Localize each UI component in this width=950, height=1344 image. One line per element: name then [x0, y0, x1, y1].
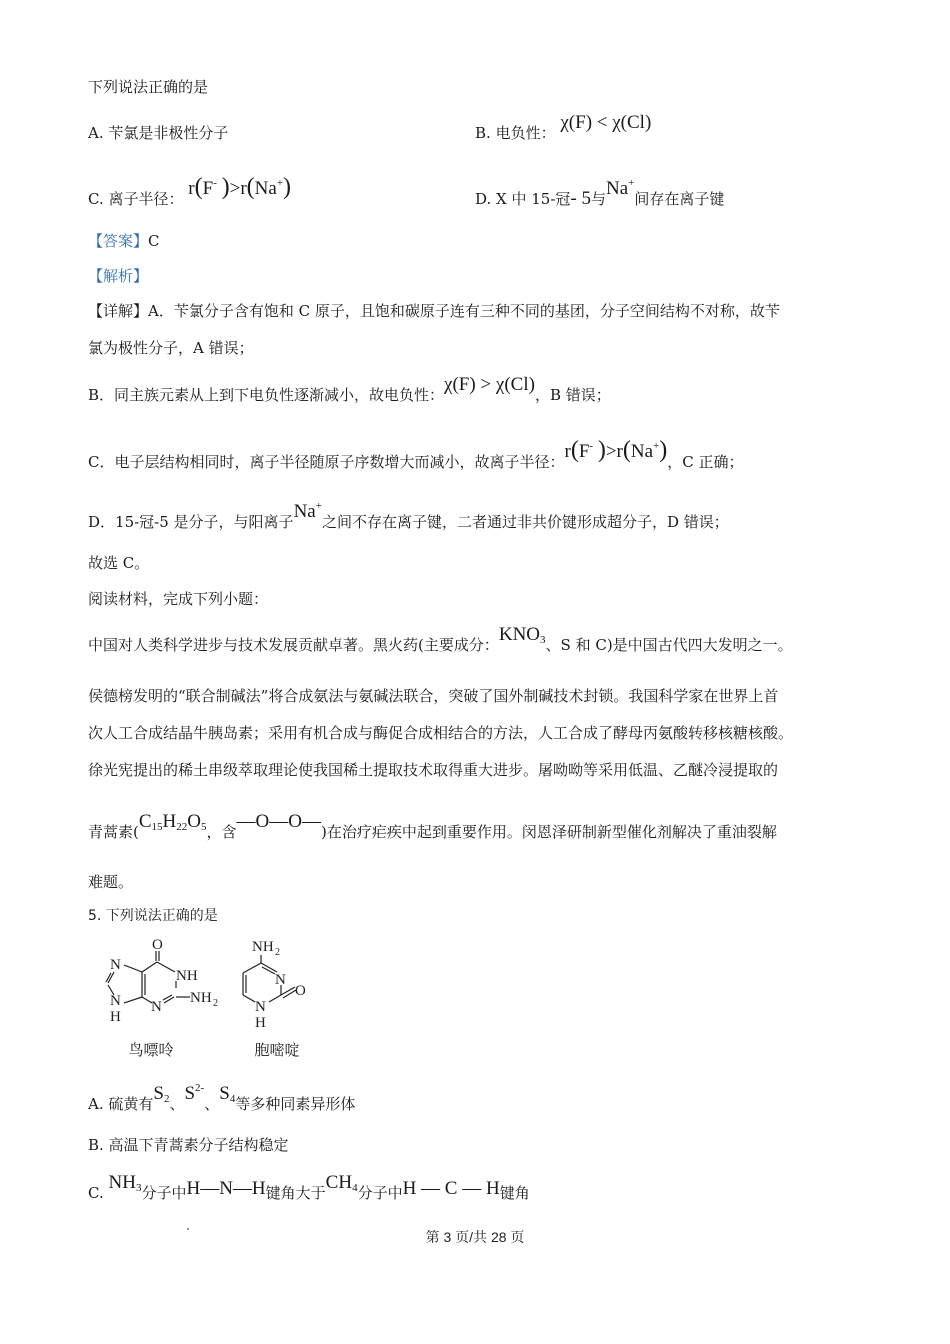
- formula-s2minus: $S^{2-}$: [184, 1082, 205, 1104]
- reading-intro: 阅读材料，完成下列小题：: [88, 590, 269, 608]
- detail-label: 【详解】: [88, 302, 149, 320]
- analysis-label: 【解析】: [88, 267, 149, 285]
- reading-p6: 难题。: [88, 873, 134, 891]
- option-c: [88, 174, 292, 209]
- option-text: 分子中: [141, 1184, 187, 1202]
- reading-p3: 次人工合成结晶牛胰岛素；采用有机合成与酶促合成相结合的方法，人工合成了酵母丙氨酸转移核糖核酸。: [88, 724, 794, 742]
- cytosine-structure: [237, 935, 317, 1060]
- separator: 、: [169, 1095, 185, 1113]
- detail-c: [88, 437, 744, 472]
- option-text: A. 硫黄有: [88, 1095, 154, 1113]
- formula-ion-radius: r(F- )>r(Na+): [188, 174, 292, 200]
- answer-line: [88, 231, 160, 251]
- formula-ion-radius-correct: r(F- )>r(Na+): [564, 437, 668, 463]
- formula-dash5: - 5: [570, 188, 591, 209]
- option-d: [475, 177, 725, 209]
- svg-text:2: 2: [275, 947, 280, 958]
- reading-text: 中国对人类科学进步与技术发展贡献卓著。黑火药(主要成分：: [88, 636, 499, 654]
- svg-text:2: 2: [213, 998, 218, 1009]
- reading-text: ，含: [206, 823, 237, 841]
- svg-text:N: N: [275, 972, 286, 988]
- formula-nh3: $NH_3$: [108, 1172, 142, 1194]
- option-text: 电负性：: [495, 124, 556, 142]
- option-text: 键角: [499, 1184, 530, 1202]
- option-label: C.: [88, 190, 104, 208]
- option-label: C.: [88, 1184, 104, 1202]
- option-text: 离子半径：: [108, 190, 184, 208]
- formula-s2: $S_2$: [153, 1083, 170, 1105]
- reading-text: )在治疗疟疾中起到重要作用。闵恩泽研制新型催化剂解决了重油裂解: [320, 823, 777, 841]
- svg-text:H: H: [255, 1015, 266, 1031]
- detail-b: [88, 374, 611, 405]
- page-footer: 第 3 页/共 28 页: [425, 1229, 525, 1245]
- detail-a-line2: 氯为极性分子，A 错误；: [88, 339, 254, 357]
- formula-s4: $S_4$: [219, 1083, 236, 1105]
- svg-text:O: O: [295, 983, 306, 999]
- formula-electronegativity-correct: χ(F) > χ(Cl): [444, 374, 535, 395]
- svg-text:H: H: [110, 1009, 121, 1025]
- formula-hnh: H—N—H: [186, 1178, 266, 1199]
- svg-text:N: N: [110, 957, 121, 973]
- reading-p1: [88, 624, 793, 660]
- reading-p4: 徐光宪提出的稀土串级萃取理论使我国稀土提取技术取得重大进步。屠呦呦等采用低温、乙醚冷浸提取的: [88, 761, 779, 779]
- guanine-structure: [96, 935, 226, 1060]
- option-text: 键角大于: [265, 1184, 326, 1202]
- option-label: A.: [88, 124, 104, 142]
- answer-value: C: [148, 232, 160, 250]
- option-text: 与: [591, 190, 607, 208]
- q5-option-c: [88, 1172, 530, 1208]
- guanine-label: 鸟嘌呤: [128, 1041, 174, 1059]
- option-text: X 中 15-冠: [496, 190, 571, 208]
- svg-text:N: N: [151, 999, 162, 1015]
- option-text: 等多种同素异形体: [235, 1095, 356, 1113]
- conclusion: 故选 C。: [88, 554, 150, 572]
- svg-text:N: N: [255, 999, 266, 1015]
- reading-p5: [88, 811, 777, 847]
- option-a: [88, 123, 228, 143]
- detail-text: ，C 正确；: [667, 453, 744, 471]
- formula-peroxide: —O—O—: [236, 811, 321, 832]
- formula-electronegativity: χ(F) < χ(Cl): [560, 112, 652, 133]
- detail-text: 之间不存在离子键，二者通过非共价键形成超分子，D 错误；: [321, 513, 729, 531]
- reading-text: 青蒿素(: [88, 823, 139, 841]
- option-text: 间存在离子键: [634, 190, 725, 208]
- svg-text:O: O: [152, 937, 163, 953]
- detail-text: B．同主族元素从上到下电负性逐渐减小，故电负性：: [88, 386, 445, 404]
- svg-text:NH: NH: [190, 990, 212, 1006]
- formula-ch4: $CH_4$: [325, 1172, 358, 1194]
- answer-label: 【答案】: [88, 232, 149, 250]
- option-label: B.: [475, 124, 491, 142]
- reading-text: 、S 和 C)是中国古代四大发明之一。: [545, 636, 793, 654]
- formula-na: Na+: [293, 500, 322, 522]
- question5-stem: 5. 下列说法正确的是: [88, 908, 218, 924]
- formula-kno3: $KNO_3$: [498, 624, 546, 646]
- detail-a-line1: [88, 301, 780, 321]
- separator: 、: [204, 1095, 220, 1113]
- question-stem: 下列说法正确的是: [88, 78, 209, 96]
- formula-na: Na+: [606, 177, 635, 199]
- option-text: 苄氯是非极性分子: [108, 124, 229, 142]
- q5-option-a: [88, 1082, 356, 1119]
- cytosine-diagram: [237, 935, 317, 1040]
- detail-text: D．15-冠-5 是分子，与阳离子: [88, 513, 294, 531]
- option-text: 分子中: [357, 1184, 403, 1202]
- svg-text:NH: NH: [252, 939, 274, 955]
- reading-p2: 侯德榜发明的“联合制碱法”将合成氨法与氨碱法联合，突破了国外制碱技术封锁。我国科学家在世界上首: [88, 687, 779, 705]
- option-b: [475, 112, 652, 143]
- q5-option-b: B. 高温下青蒿素分子结构稳定: [88, 1136, 289, 1154]
- detail-text: ，B 错误；: [534, 386, 611, 404]
- detail-text: A．苄氯分子含有饱和 C 原子，且饱和碳原子连有三种不同的基团，分子空间结构不对称，故苄: [148, 302, 780, 320]
- detail-text: C．电子层结构相同时，离子半径随原子序数增大而减小，故离子半径：: [88, 453, 565, 471]
- formula-hch: H — C — H: [402, 1178, 500, 1199]
- detail-d: [88, 500, 729, 532]
- guanine-diagram: [96, 935, 226, 1040]
- option-label: D.: [475, 190, 492, 208]
- cytosine-label: 胞嘧啶: [254, 1041, 300, 1059]
- svg-text:NH: NH: [176, 968, 198, 984]
- formula-artemisinin: $C_{15}H_{22}O_5$: [138, 811, 207, 833]
- svg-text:N: N: [110, 993, 121, 1009]
